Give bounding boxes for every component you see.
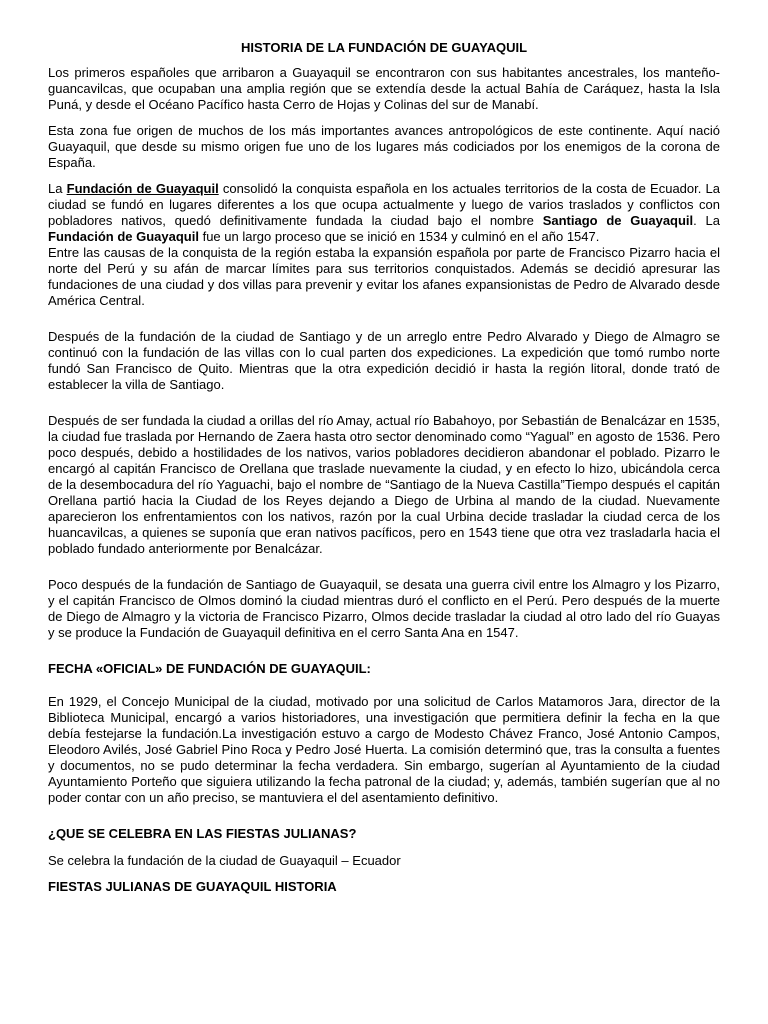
- fundacion-guayaquil-bold: Fundación de Guayaquil: [48, 229, 199, 244]
- paragraph-5: Después de la fundación de la ciudad de Santiago y de un arreglo entre Pedro Alvarado y Diego de Almagro se continuó con la fundación de las villas con lo cual parten dos expediciones. La expedición que tomó rumbo norte fundó San Francisco de Quito. Mientras que la otra expedición decidió ir hasta la región litoral, donde trató de establecer la villa de Santiago.: [48, 329, 720, 392]
- document-title: HISTORIA DE LA FUNDACIÓN DE GUAYAQUIL: [240, 40, 528, 55]
- heading-fiestas-julianas-question: ¿QUE SE CELEBRA EN LAS FIESTAS JULIANAS?: [48, 826, 357, 841]
- paragraph-7: Poco después de la fundación de Santiago de Guayaquil, se desata una guerra civil entre los Almagro y los Pizarro, y el capitán Francisco de Olmos dominó la ciudad mientras duró el conflicto en el Perú. Pero después de la muerte de Diego de Almagro y la victoria de Francisco Pizarro, Olmos decide trasladar la ciudad al otro lado del río Guayas y se produce la Fundación de Guayaquil definitiva en el cerro Santa Ana en 1547.: [48, 577, 720, 640]
- santiago-de-guayaquil-bold: Santiago de Guayaquil: [542, 213, 694, 228]
- paragraph-3-text-1: La: [48, 181, 67, 196]
- paragraph-3: [48, 181, 720, 245]
- paragraph-9: Se celebra la fundación de la ciudad de Guayaquil – Ecuador: [48, 853, 401, 868]
- paragraph-8: En 1929, el Concejo Municipal de la ciudad, motivado por una solicitud de Carlos Matamoros Jara, director de la Biblioteca Municipal, encargó a varios historiadores, una investigación que permitiera definir la fecha en la que debía festejarse la fundación.La investigación estuvo a cargo de Modesto Chávez Franco, José Antonio Campos, Eleodoro Avilés, José Gabriel Pino Roca y Pedro José Huerta. La comisión determinó que, tras la consulta a fuentes y documentos, no se pudo determinar la fecha verdadera. Sin embargo, sugerían al Ayuntamiento de la ciudad Ayuntamiento Porteño que siguiera utilizando la fecha patronal de la ciudad; y, además, también sugerían que al no poder contar con un año preciso, se mantuviera el del asentamiento definitivo.: [48, 694, 720, 805]
- paragraph-2: Esta zona fue origen de muchos de los más importantes avances antropológicos de este continente. Aquí nació Guayaquil, que desde su mismo origen fue uno de los lugares más codiciados por los enemigos de la corona de España.: [48, 123, 720, 170]
- paragraph-3-text-2: consolidó la conquista española en los actuales territorios de la costa de Ecuador. La ciudad se fundó en lugares diferentes a los que ocupa actualmente y luego de varios traslados y conflictos con pobladores nativos, quedó definitivamente fundada la ciudad bajo el nombre: [48, 181, 720, 228]
- paragraph-6: Después de ser fundada la ciudad a orillas del río Amay, actual río Babahoyo, por Sebastián de Benalcázar en 1535, la ciudad fue traslada por Hernando de Zaera hasta otro sector denominado como “Yagual” en agosto de 1536. Pero poco después, debido a hostilidades de los nativos, varios pobladores decidieron abandonar el poblado. Pizarro le encargó al capitán Francisco de Orellana que traslade nuevamente la ciudad, y en efecto lo hizo, ubicándola cerca de la desembocadura del río Yaguachi, bajo el nombre de “Santiago de la Nueva Castilla”Tiempo después el capitán Orellana partió hacia la Ciudad de los Reyes dejando a Diego de Urbina al mando de la ciudad. Nuevamente aparecieron los enfrentamientos con los nativos, razón por la cual Urbina decide trasladar la ciudad cerca de los huancavilcas, a quienes se suponía que eran nativos pacíficos, pero en 1543 tiene que otra vez trasladarla hacia el poblado fundado anteriormente por Benalcázar.: [48, 413, 720, 556]
- fundacion-guayaquil-link[interactable]: Fundación de Guayaquil: [66, 181, 219, 196]
- heading-fecha-oficial: FECHA «OFICIAL» DE FUNDACIÓN DE GUAYAQUIL:: [48, 661, 371, 676]
- paragraph-3-text-3: . La: [693, 213, 721, 228]
- paragraph-4: Entre las causas de la conquista de la región estaba la expansión española por parte de Francisco Pizarro hacia el norte del Perú y su afán de marcar límites para sus territorios conquistados. Además se decidió apresurar las fundaciones de una ciudad y dos villas para prevenir y evitar los afanes expansionistas de Pedro de Alvarado desde América Central.: [48, 245, 720, 308]
- paragraph-3-text-4: fue un largo proceso que se inició en 1534 y culminó en el año 1547.: [198, 229, 600, 244]
- paragraph-1: Los primeros españoles que arribaron a Guayaquil se encontraron con sus habitantes ancestrales, los manteño-guancavilcas, que ocupaban una amplia región que se extendía desde la actual Bahía de Caráquez, hasta la Isla Puná, y desde el Océano Pacífico hasta Cerro de Hojas y Colinas del sur de Manabí.: [48, 65, 720, 112]
- heading-fiestas-julianas-historia: FIESTAS JULIANAS DE GUAYAQUIL HISTORIA: [48, 879, 337, 894]
